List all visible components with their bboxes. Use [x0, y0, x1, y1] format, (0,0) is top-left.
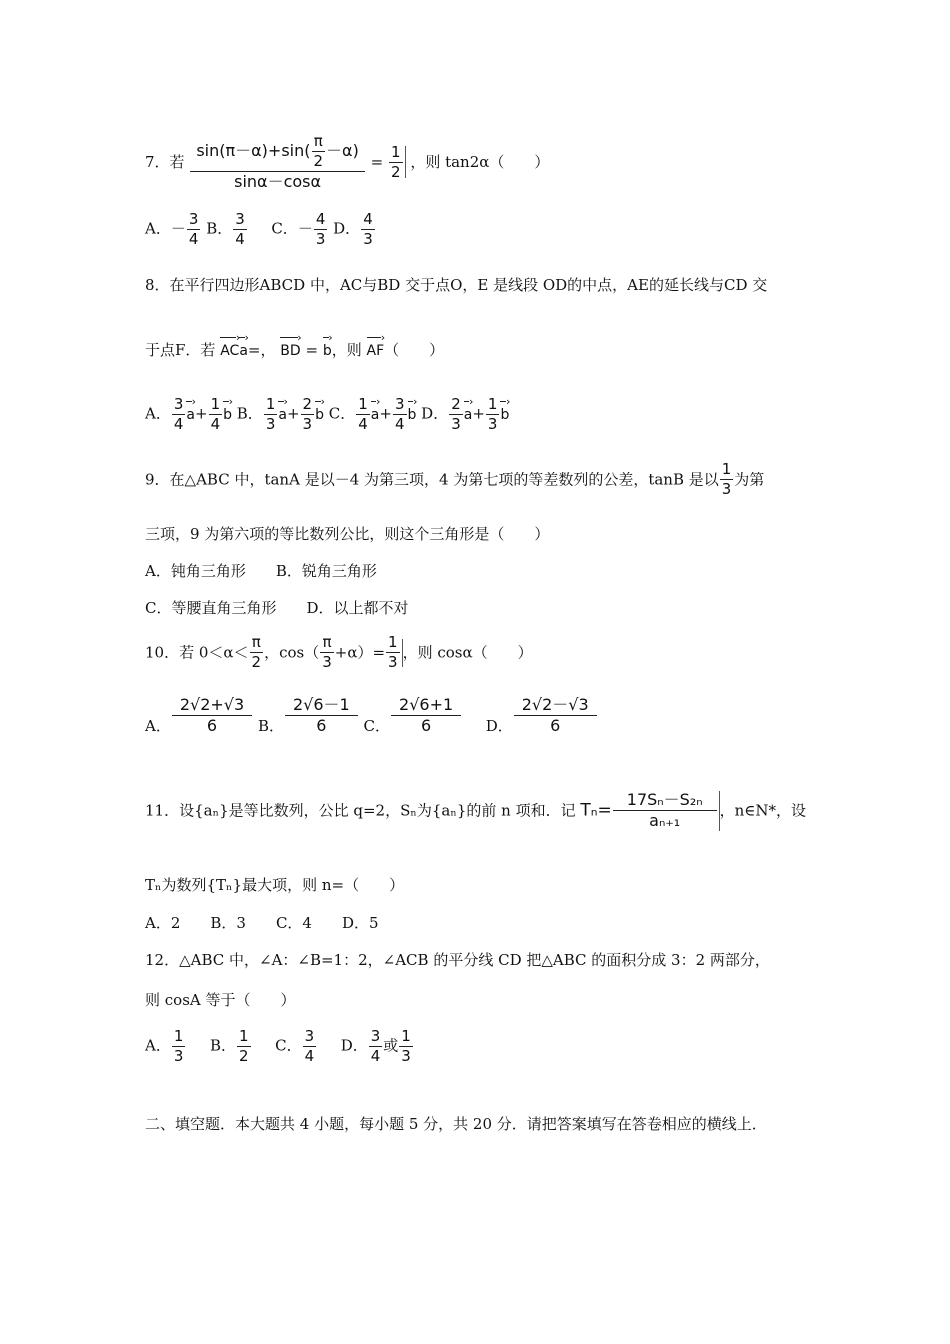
q9-options-ab: A．钝角三角形 B．锐角三角形	[145, 562, 377, 580]
q10-line: 10．若 0＜α＜ $\frac{\pi}{2}$ ，cos（ $\frac{\pi}{3}$ +α）= $\frac{1}{3}$ ，则 cosα（ ）	[145, 633, 533, 671]
q8-options: A． $\frac{3}{4}$ a ›+ $\frac{1}{4}$ b › B． $\frac{1}{3}$ a ›+ $\frac{2}{3}$ b › C． $\frac{1}{4}$ a ›+ $\frac{3}{4}$ b › D． $\frac{2}{3}$ a ›+ $\frac{1}{3}$ b ›	[145, 395, 509, 434]
q9-options-cd: C．等腰直角三角形 D．以上都不对	[145, 599, 409, 617]
question-7: 7．若 sin(π－α)+sin( $\frac{\pi}{2}$ －α) sinα－cosα = $\frac{1}{2}$ ，则 tan2α（ ）	[145, 132, 550, 191]
vector-bd: BD ›	[280, 335, 300, 361]
vector-ac: AC ›	[220, 335, 239, 361]
q7-prefix: 7．若	[145, 153, 185, 171]
q7-rhs-fraction: $\frac{1}{2}$	[390, 142, 401, 181]
q11-line2: Tₙ为数列{Tₙ}最大项，则 n=（ ）	[145, 876, 405, 894]
vector-b: b ›	[323, 335, 332, 361]
q7-main-fraction: sin(π－α)+sin( $\frac{\pi}{2}$ －α) sinα－cosα	[190, 132, 365, 192]
q11-options: A．2 B．3 C．4 D．5	[145, 914, 379, 932]
vector-a: a ›	[239, 335, 248, 361]
vector-af: AF ›	[367, 335, 385, 361]
section-2-heading: 二、填空题．本大题共 4 小题，每小题 5 分，共 20 分．请把答案填写在答卷相应的横线上．	[145, 1115, 767, 1133]
q7-suffix: ，则 tan2α（ ）	[410, 153, 550, 171]
q10-options: A． $\frac{2√2+√3}{6}$ B． $\frac{2√6-1}{6}$ C． $\frac{2√6+1}{6}$ D． $\frac{2√2-√3}{6}$	[145, 695, 598, 736]
q8-line2: 于点F．若 AC ›a ›=， BD › = b ›，则 AF ›（ ）	[145, 335, 444, 361]
q9-line1: 9．在△ABC 中，tanA 是以－4 为第三项，4 为第七项的等差数列的公差，tanB 是以 $\frac{1}{3}$ 为第	[145, 460, 765, 498]
q12-line1: 12．△ABC 中，∠A：∠B=1：2，∠ACB 的平分线 CD 把△ABC 的面积分成 3：2 两部分，	[145, 951, 770, 969]
q12-line2: 则 cosA 等于（ ）	[145, 991, 296, 1009]
q9-line2: 三项，9 为第六项的等比数列公比，则这个三角形是（ ）	[145, 525, 550, 543]
q8-line1: 8．在平行四边形ABCD 中，AC与BD 交于点O，E 是线段 OD的中点，AE的延长线与CD 交	[145, 276, 768, 294]
q7-options: A．－ $\frac{3}{4}$ B． $\frac{3}{4}$ C．－ $\frac{4}{3}$ D． $\frac{4}{3}$	[145, 210, 373, 248]
q11-line1: 11．设{aₙ}是等比数列，公比 q=2，Sₙ为{aₙ}的前 n 项和．记 Tₙ= $\frac{\text{17Sₙ－S₂ₙ}}{\text{aₙ₊₁}}$ ，n∈N*，设	[145, 790, 806, 830]
q12-options: A． $\frac{1}{3}$ B． $\frac{1}{2}$ C． $\frac{3}{4}$ D． $\frac{3}{4}$ 或 $\frac{1}{3}$	[145, 1027, 411, 1065]
